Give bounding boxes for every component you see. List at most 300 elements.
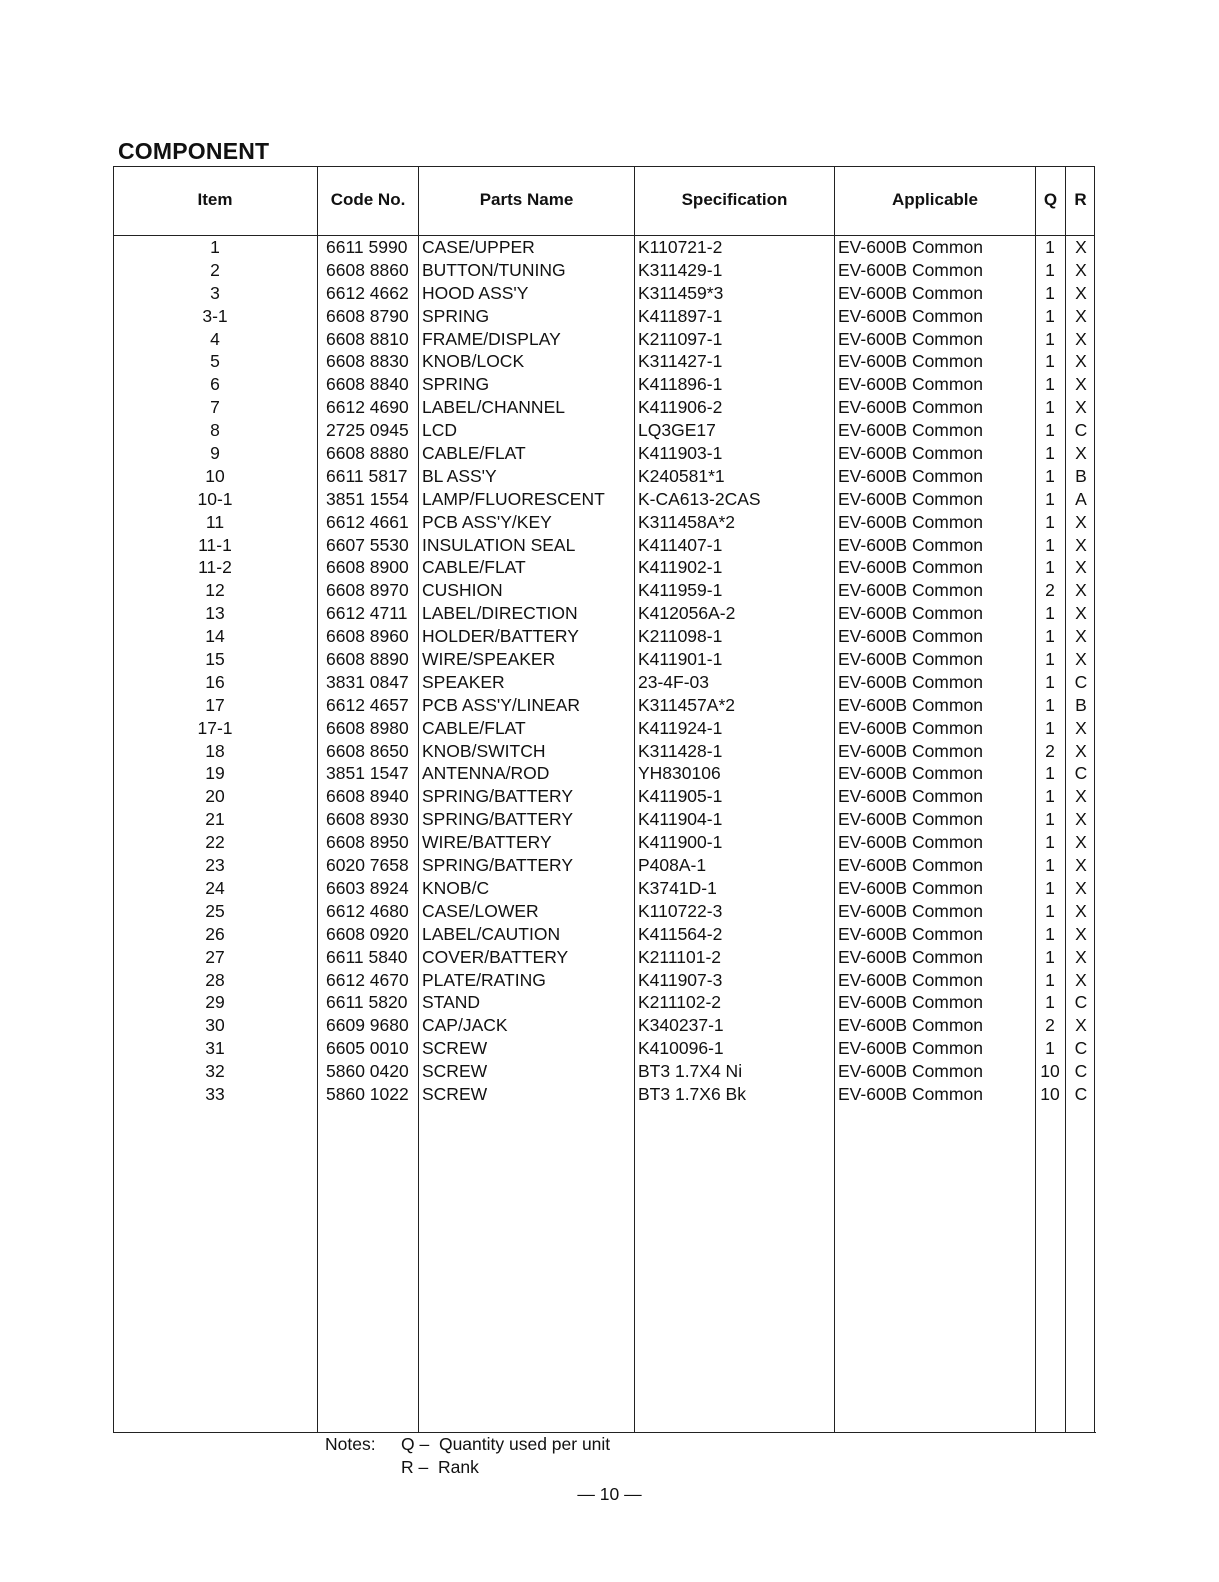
cell-applicable: EV-600B Common [838,305,983,326]
cell-applicable: EV-600B Common [838,740,983,761]
table-row [113,648,1095,671]
cell-code: 6609 9680 [326,1015,409,1036]
cell-q: 1 [1045,832,1055,853]
cell-r: C [1074,671,1088,692]
cell-r: X [1075,809,1087,830]
table-row [113,534,1095,557]
cell-specification: K311429-1 [638,259,723,280]
cell-specification: K3741D-1 [638,877,717,898]
cell-r: X [1075,259,1087,280]
cell-specification: BT3 1.7X4 Ni [638,1061,743,1082]
cell-code: 6608 8790 [326,305,409,326]
header-code: Code No. [330,190,406,209]
header-specification: Specification [681,190,788,209]
cell-applicable: EV-600B Common [838,603,983,624]
cell-r: X [1075,328,1087,349]
page-number: — 10 — [577,1484,642,1504]
cell-item: 17-1 [197,717,233,738]
table-row [113,991,1095,1014]
cell-q: 1 [1045,649,1055,670]
cell-parts-name: LAMP/FLUORESCENT [422,488,605,509]
cell-q: 1 [1045,488,1055,509]
cell-r: X [1075,923,1087,944]
cell-r: X [1075,946,1087,967]
header-item: Item [197,190,233,209]
cell-code: 6608 0920 [326,923,409,944]
table-row [113,511,1095,534]
cell-item: 3 [210,282,220,303]
cell-item: 7 [210,397,220,418]
cell-code: 6608 8930 [326,809,409,830]
cell-item: 1 [210,237,220,257]
cell-r: X [1075,557,1087,578]
cell-item: 12 [205,580,225,601]
cell-applicable: EV-600B Common [838,488,983,509]
cell-specification: K411902-1 [638,557,723,578]
table-row [113,854,1095,877]
cell-r: X [1075,855,1087,876]
cell-item: 2 [210,259,220,280]
table-row [113,1060,1095,1083]
cell-item: 11 [205,511,225,532]
cell-r: C [1074,1038,1088,1059]
page-title: COMPONENT [118,138,270,164]
cell-q: 1 [1045,420,1055,441]
cell-code: 5860 0420 [326,1061,409,1082]
cell-q: 1 [1045,603,1055,624]
cell-item: 29 [205,992,225,1013]
cell-specification: K311428-1 [638,740,723,761]
cell-applicable: EV-600B Common [838,1083,983,1104]
header-q: Q [1043,190,1058,209]
cell-parts-name: PLATE/RATING [422,969,546,990]
cell-code: 2725 0945 [326,420,409,441]
cell-item: 14 [205,626,225,647]
cell-code: 3851 1554 [326,488,409,509]
table-row [113,305,1095,328]
cell-applicable: EV-600B Common [838,992,983,1013]
cell-applicable: EV-600B Common [838,443,983,464]
cell-r: C [1074,1083,1088,1104]
cell-r: X [1075,237,1087,257]
cell-specification: LQ3GE17 [638,420,716,441]
cell-code: 6608 8860 [326,259,409,280]
cell-q: 1 [1045,900,1055,921]
cell-item: 24 [205,877,225,898]
cell-code: 6611 5840 [326,946,408,967]
note-q-key: Q – [401,1434,430,1454]
cell-applicable: EV-600B Common [838,465,983,486]
table-body [113,236,1095,1106]
cell-r: X [1075,1015,1087,1036]
cell-parts-name: PCB ASS'Y/KEY [422,511,552,532]
table-row [113,717,1095,740]
cell-applicable: EV-600B Common [838,511,983,532]
cell-q: 1 [1045,1038,1055,1059]
cell-code: 6605 0010 [326,1038,409,1059]
cell-q: 1 [1045,717,1055,738]
cell-item: 5 [210,351,220,372]
cell-applicable: EV-600B Common [838,1015,983,1036]
cell-parts-name: KNOB/C [422,877,490,898]
cell-parts-name: SCREW [422,1061,488,1082]
cell-parts-name: BL ASS'Y [422,465,497,486]
notes-label: Notes: [325,1434,376,1454]
cell-r: X [1075,626,1087,647]
cell-item: 10-1 [197,488,233,509]
cell-specification: YH830106 [638,763,721,784]
cell-item: 11-2 [198,557,232,578]
cell-item: 32 [205,1061,225,1082]
cell-q: 1 [1045,534,1055,555]
cell-parts-name: SPEAKER [422,671,505,692]
cell-q: 1 [1045,511,1055,532]
cell-code: 6612 4680 [326,900,409,921]
cell-r: X [1075,740,1087,761]
cell-item: 13 [205,603,225,624]
cell-q: 1 [1045,397,1055,418]
cell-r: X [1075,649,1087,670]
cell-r: C [1074,420,1088,441]
cell-applicable: EV-600B Common [838,923,983,944]
cell-applicable: EV-600B Common [838,557,983,578]
table-row [113,740,1095,763]
cell-applicable: EV-600B Common [838,900,983,921]
table-row [113,488,1095,511]
table-row [113,923,1095,946]
cell-item: 20 [205,786,225,807]
cell-q: 1 [1045,969,1055,990]
cell-specification: K110722-3 [638,900,723,921]
cell-q: 1 [1045,809,1055,830]
table-row [113,396,1095,419]
cell-item: 8 [210,420,220,441]
cell-specification: K411897-1 [638,305,723,326]
cell-parts-name: LCD [422,420,458,441]
cell-q: 1 [1045,237,1055,257]
cell-code: 6612 4661 [326,511,409,532]
cell-item: 30 [205,1015,225,1036]
cell-code: 5860 1022 [326,1083,409,1104]
cell-applicable: EV-600B Common [838,374,983,395]
table-row [113,694,1095,717]
cell-applicable: EV-600B Common [838,832,983,853]
table-row [113,762,1095,785]
cell-specification: K211097-1 [638,328,723,349]
cell-parts-name: INSULATION SEAL [422,534,576,555]
cell-q: 1 [1045,328,1055,349]
cell-item: 17 [205,694,225,715]
table-row [113,1037,1095,1060]
cell-specification: K411959-1 [638,580,723,601]
cell-specification: K-CA613-2CAS [638,488,761,509]
cell-q: 1 [1045,992,1055,1013]
table-row [113,625,1095,648]
table-row [113,282,1095,305]
cell-item: 10 [205,465,225,486]
cell-code: 3831 0847 [326,671,409,692]
cell-applicable: EV-600B Common [838,877,983,898]
cell-specification: K411907-3 [638,969,723,990]
cell-parts-name: CABLE/FLAT [422,557,526,578]
cell-specification: K411903-1 [638,443,723,464]
cell-code: 6612 4657 [326,694,409,715]
cell-parts-name: CAP/JACK [422,1015,508,1036]
cell-code: 6612 4690 [326,397,409,418]
cell-code: 6607 5530 [326,534,409,555]
table-row [113,465,1095,488]
cell-parts-name: WIRE/SPEAKER [422,649,556,670]
cell-code: 6608 8940 [326,786,409,807]
cell-code: 6608 8970 [326,580,409,601]
cell-specification: K410096-1 [638,1038,724,1059]
cell-parts-name: SPRING [422,374,490,395]
cell-q: 1 [1045,443,1055,464]
cell-specification: K211101-2 [638,946,722,967]
cell-code: 6611 5820 [326,992,408,1013]
cell-applicable: EV-600B Common [838,237,983,257]
cell-applicable: EV-600B Common [838,328,983,349]
cell-item: 16 [205,671,225,692]
cell-code: 6608 8900 [326,557,409,578]
cell-specification: K412056A-2 [638,603,736,624]
cell-item: 15 [205,649,225,670]
cell-code: 6608 8880 [326,443,409,464]
cell-applicable: EV-600B Common [838,397,983,418]
cell-specification: BT3 1.7X6 Bk [638,1083,746,1104]
cell-item: 33 [205,1083,225,1104]
notes [325,1433,610,1478]
cell-applicable: EV-600B Common [838,534,983,555]
cell-parts-name: SPRING/BATTERY [422,855,574,876]
cell-parts-name: SPRING/BATTERY [422,809,574,830]
cell-specification: K110721-2 [638,237,723,257]
cell-applicable: EV-600B Common [838,1061,983,1082]
cell-specification: K211102-2 [638,992,722,1013]
cell-parts-name: WIRE/BATTERY [422,832,552,853]
cell-applicable: EV-600B Common [838,626,983,647]
cell-q: 1 [1045,694,1055,715]
cell-applicable: EV-600B Common [838,717,983,738]
cell-q: 1 [1045,351,1055,372]
cell-r: X [1075,305,1087,326]
cell-r: X [1075,969,1087,990]
cell-specification: K411924-1 [638,717,723,738]
table-row [113,1014,1095,1037]
cell-code: 3851 1547 [326,763,409,784]
cell-applicable: EV-600B Common [838,649,983,670]
cell-code: 6608 8980 [326,717,409,738]
cell-parts-name: BUTTON/TUNING [422,259,566,280]
cell-applicable: EV-600B Common [838,946,983,967]
cell-r: A [1075,488,1087,509]
cell-item: 25 [205,900,225,921]
cell-specification: 23-4F-03 [638,671,710,692]
cell-applicable: EV-600B Common [838,763,983,784]
cell-q: 1 [1045,259,1055,280]
cell-specification: K311457A*2 [638,694,735,715]
table-row [113,671,1095,694]
note-q-text: Quantity used per unit [438,1434,611,1454]
cell-item: 26 [205,923,225,944]
cell-code: 6608 8960 [326,626,409,647]
cell-q: 1 [1045,374,1055,395]
cell-r: B [1075,465,1087,486]
cell-r: B [1075,694,1087,715]
cell-parts-name: KNOB/LOCK [422,351,525,372]
cell-specification: K411564-2 [638,923,723,944]
cell-r: C [1074,1061,1088,1082]
table-row [113,877,1095,900]
cell-code: 6611 5817 [326,465,408,486]
cell-parts-name: FRAME/DISPLAY [422,328,561,349]
cell-parts-name: LABEL/DIRECTION [422,603,578,624]
cell-q: 10 [1040,1061,1060,1082]
table-row [113,579,1095,602]
cell-q: 1 [1045,465,1055,486]
table-row [113,969,1095,992]
table-row [113,831,1095,854]
cell-r: X [1075,443,1087,464]
cell-specification: K411901-1 [638,649,723,670]
cell-parts-name: CASE/LOWER [422,900,539,921]
cell-applicable: EV-600B Common [838,420,983,441]
cell-code: 6612 4711 [326,603,408,624]
cell-parts-name: STAND [422,992,481,1013]
cell-parts-name: SPRING [422,305,490,326]
note-r-key: R – [401,1456,429,1477]
cell-item: 22 [205,832,225,853]
cell-specification: K240581*1 [638,465,725,486]
table-row [113,556,1095,579]
table-row [113,419,1095,442]
cell-r: X [1075,351,1087,372]
cell-r: X [1075,580,1087,601]
table-row [113,350,1095,373]
table-row [113,900,1095,923]
cell-applicable: EV-600B Common [838,259,983,280]
cell-specification: K411407-1 [638,534,723,555]
cell-parts-name: CABLE/FLAT [422,717,526,738]
cell-specification: K411904-1 [638,809,723,830]
cell-r: X [1075,511,1087,532]
header-applicable: Applicable [892,190,978,209]
table-row [113,328,1095,351]
cell-code: 6612 4662 [326,282,409,303]
note-r-text: Rank [437,1456,479,1477]
table-row [113,808,1095,831]
cell-item: 23 [205,855,225,876]
table-row [113,1083,1095,1106]
cell-q: 1 [1045,946,1055,967]
cell-r: X [1075,603,1087,624]
header-r: R [1074,190,1087,209]
cell-q: 2 [1045,1015,1055,1036]
cell-code: 6611 5990 [326,237,408,257]
cell-parts-name: CABLE/FLAT [422,443,526,464]
cell-code: 6608 8830 [326,351,409,372]
cell-specification: K311427-1 [638,351,723,372]
cell-specification: K340237-1 [638,1015,724,1036]
cell-r: X [1075,717,1087,738]
cell-specification: K211098-1 [638,626,723,647]
cell-code: 6612 4670 [326,969,409,990]
cell-parts-name: KNOB/SWITCH [422,740,546,761]
cell-applicable: EV-600B Common [838,786,983,807]
cell-q: 1 [1045,877,1055,898]
cell-item: 9 [210,443,220,464]
table-row [113,602,1095,625]
cell-item: 27 [205,946,225,967]
cell-applicable: EV-600B Common [838,671,983,692]
cell-code: 6608 8810 [326,328,409,349]
cell-r: X [1075,832,1087,853]
cell-q: 10 [1040,1083,1060,1104]
table-row [113,946,1095,969]
cell-q: 1 [1045,763,1055,784]
cell-item: 18 [205,740,225,761]
cell-q: 1 [1045,305,1055,326]
cell-q: 1 [1045,923,1055,944]
cell-q: 1 [1045,626,1055,647]
cell-parts-name: LABEL/CHANNEL [422,397,565,418]
cell-r: X [1075,877,1087,898]
cell-item: 4 [210,328,220,349]
cell-parts-name: PCB ASS'Y/LINEAR [422,694,580,715]
cell-applicable: EV-600B Common [838,855,983,876]
cell-specification: K411905-1 [638,786,723,807]
cell-q: 1 [1045,855,1055,876]
table-row [113,373,1095,396]
cell-parts-name: CUSHION [422,580,503,601]
cell-q: 2 [1045,580,1055,601]
cell-parts-name: LABEL/CAUTION [422,923,561,944]
cell-r: C [1074,992,1088,1013]
cell-parts-name: SCREW [422,1083,488,1104]
cell-r: X [1075,397,1087,418]
cell-applicable: EV-600B Common [838,282,983,303]
cell-item: 28 [205,969,225,990]
cell-applicable: EV-600B Common [838,694,983,715]
cell-r: X [1075,786,1087,807]
cell-specification: P408A-1 [638,855,707,876]
cell-item: 6 [210,374,220,395]
cell-item: 11-1 [198,534,232,555]
cell-item: 31 [205,1038,225,1059]
cell-applicable: EV-600B Common [838,809,983,830]
cell-parts-name: SCREW [422,1038,488,1059]
cell-item: 21 [205,809,225,830]
cell-specification: K311459*3 [638,282,724,303]
cell-specification: K411900-1 [638,832,723,853]
cell-q: 1 [1045,671,1055,692]
cell-code: 6608 8890 [326,649,409,670]
table-row [113,236,1095,259]
cell-r: X [1075,374,1087,395]
cell-item: 3-1 [202,305,228,326]
cell-applicable: EV-600B Common [838,351,983,372]
cell-parts-name: SPRING/BATTERY [422,786,574,807]
cell-specification: K411906-2 [638,397,723,418]
cell-q: 1 [1045,557,1055,578]
cell-parts-name: COVER/BATTERY [422,946,569,967]
cell-parts-name: ANTENNA/ROD [422,763,550,784]
cell-parts-name: HOLDER/BATTERY [422,626,579,647]
cell-code: 6603 8924 [326,877,409,898]
header-parts-name: Parts Name [479,190,574,209]
cell-applicable: EV-600B Common [838,580,983,601]
cell-r: C [1074,763,1088,784]
